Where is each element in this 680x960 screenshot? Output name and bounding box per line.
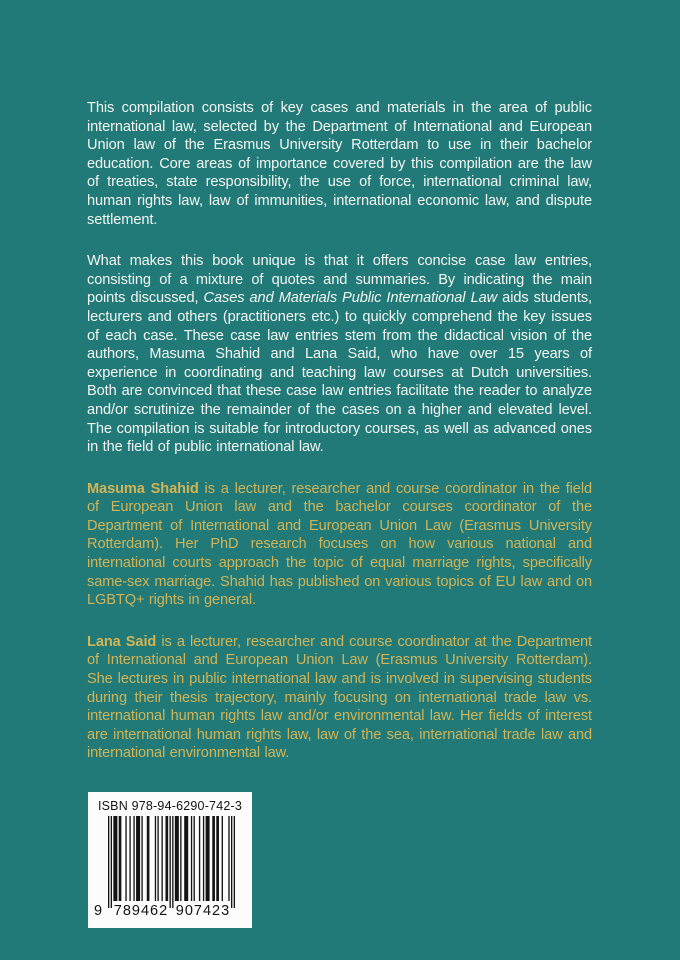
author-name-masuma-shahid: Masuma Shahid bbox=[87, 480, 199, 497]
synopsis-paragraph-2-rest: aids students, lecturers and others (practitioners etc.) to quickly comprehend the key issues of each case. These case law entries stem from the didactical vision of the authors, Masuma Shahid and Lana Said, who have over 15 years of experience in coordinating and teaching law courses at Dutch universities. Both are convinced that these case law entries facilitate the reader to analyze and/or scrutinize the remainder of the cases on a higher and elevated level. The compilation is suitable for introductory courses, as well as advanced ones in the field of public international law. bbox=[87, 290, 592, 456]
barcode-digits-left-group: 789462 bbox=[113, 903, 169, 919]
synopsis-paragraph-2 bbox=[87, 252, 592, 457]
barcode-digit-leading: 9 bbox=[94, 903, 104, 919]
ean13-barcode-icon bbox=[108, 816, 235, 908]
isbn-label: ISBN 978-94-6290-742-3 bbox=[97, 799, 243, 813]
synopsis-paragraph-2-lead: What makes this book unique is that it offers concise case law entries, consisting of a mixture of quotes and summaries. By indicating the main points discussed, bbox=[87, 253, 592, 307]
book-title-italic: Cases and Materials Public International Law bbox=[203, 290, 498, 307]
author-bio-masuma-shahid bbox=[87, 480, 592, 610]
author-bio-masuma-shahid-text: is a lecturer, researcher and course coordinator in the field of European Union law and the bachelor courses coordinator of the Department of International and European Union Law (Erasmus University Rotterdam). Her PhD research focuses on how various national and international courts approach the topic of equal marriage rights, specifically same-sex marriage. Shahid has published on various topics of EU law and on LGBTQ+ rights in general. bbox=[87, 480, 592, 609]
author-bio-lana-said bbox=[87, 633, 592, 763]
author-bio-lana-said-text: is a lecturer, researcher and course coordinator at the Department of International and European Union Law (Erasmus University Rotterdam). She lectures in public international law and is involved in supervising students during their thesis trajectory, mainly focusing on international trade law vs. international human rights law and/or environmental law. Her fields of interest are international human rights law, law of the sea, international trade law and international environmental law. bbox=[87, 633, 592, 762]
author-name-lana-said: Lana Said bbox=[87, 633, 157, 650]
isbn-barcode-panel bbox=[88, 792, 252, 928]
barcode-digits-right-group: 907423 bbox=[175, 903, 231, 919]
back-cover-text bbox=[87, 99, 592, 786]
synopsis-paragraph-1: This compilation consists of key cases and materials in the area of public international law, selected by the Department of International and European Union law of the Erasmus University Rotterdam to use in their bachelor education. Core areas of importance covered by this compilation are the law of treaties, state responsibility, the use of force, international criminal law, human rights law, law of immunities, international economic law, and dispute settlement. bbox=[87, 100, 592, 228]
